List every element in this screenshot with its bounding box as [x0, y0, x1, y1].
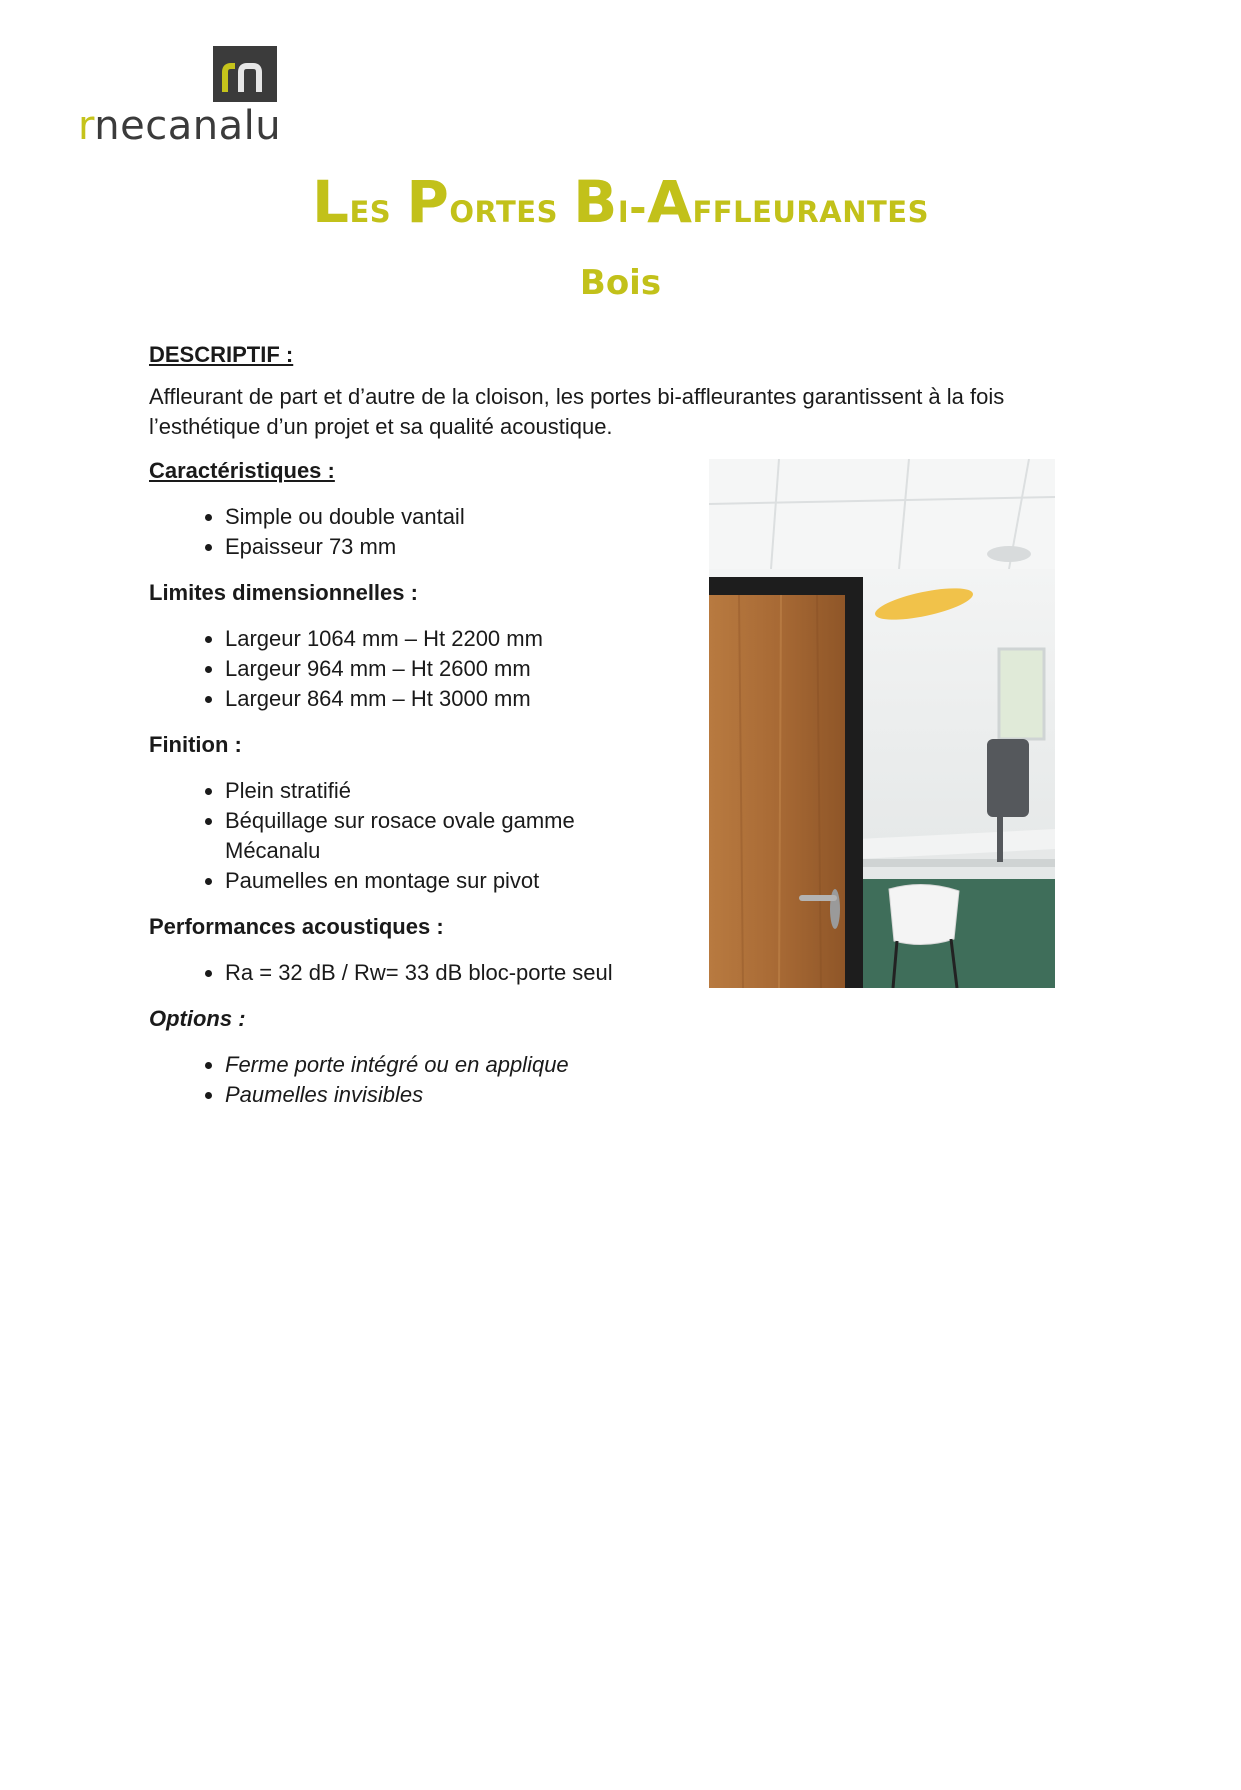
- list-item: • Largeur 1064 mm – Ht 2200 mm: [225, 624, 745, 654]
- door-photo: [709, 459, 1055, 988]
- list-item: • Ra = 32 dB / Rw= 33 dB bloc-porte seul: [225, 958, 745, 988]
- caracteristiques-list: [149, 502, 745, 562]
- caracteristiques-heading: Caractéristiques :: [149, 458, 335, 483]
- list-item: • Paumelles en montage sur pivot: [225, 866, 745, 896]
- performances-heading: Performances acoustiques :: [149, 914, 444, 939]
- list-item: • Plein stratifié: [225, 776, 745, 806]
- logo-wordmark-rest: necanalu: [94, 103, 282, 149]
- list-item: • Simple ou double vantail: [225, 502, 745, 532]
- title-part-4: ffleurantes: [692, 183, 929, 232]
- list-item: • Paumelles invisibles: [225, 1080, 745, 1110]
- finition-list: [149, 776, 745, 896]
- options-list: [149, 1050, 745, 1110]
- list-item: • Largeur 964 mm – Ht 2600 mm: [225, 654, 745, 684]
- limites-list: [149, 624, 745, 714]
- descriptif-heading: DESCRIPTIF :: [149, 342, 294, 367]
- performances-list: [149, 958, 745, 988]
- logo-wordmark-accent: r: [78, 103, 95, 149]
- page-title: [0, 168, 1241, 236]
- list-item: • Ferme porte intégré ou en applique: [225, 1050, 745, 1080]
- title-part-2: ortes: [449, 183, 574, 232]
- title-cap-2: P: [406, 168, 450, 236]
- limites-heading: Limites dimensionnelles :: [149, 580, 418, 605]
- logo-wordmark: [78, 102, 281, 150]
- list-item: • Largeur 864 mm – Ht 3000 mm: [225, 684, 745, 714]
- mecanalu-logo: [78, 46, 288, 150]
- title-cap-1: L: [312, 168, 350, 236]
- options-heading: Options :: [149, 1006, 246, 1031]
- title-part-1: es: [349, 183, 407, 232]
- list-item: • Béquillage sur rosace ovale gamme Mécanalu: [225, 806, 625, 866]
- list-item: • Epaisseur 73 mm: [225, 532, 745, 562]
- page-subtitle: Bois: [579, 263, 662, 303]
- title-cap-4: A: [647, 168, 693, 236]
- title-cap-3: B: [573, 168, 618, 236]
- title-part-3: i-: [617, 183, 648, 232]
- logo-mark: [213, 46, 277, 102]
- finition-heading: Finition :: [149, 732, 242, 757]
- descriptif-text: Affleurant de part et d’autre de la cloison, les portes bi-affleurantes garantissent à la fois l’esthétique d’un projet et sa qualité acoustique.: [149, 384, 1005, 439]
